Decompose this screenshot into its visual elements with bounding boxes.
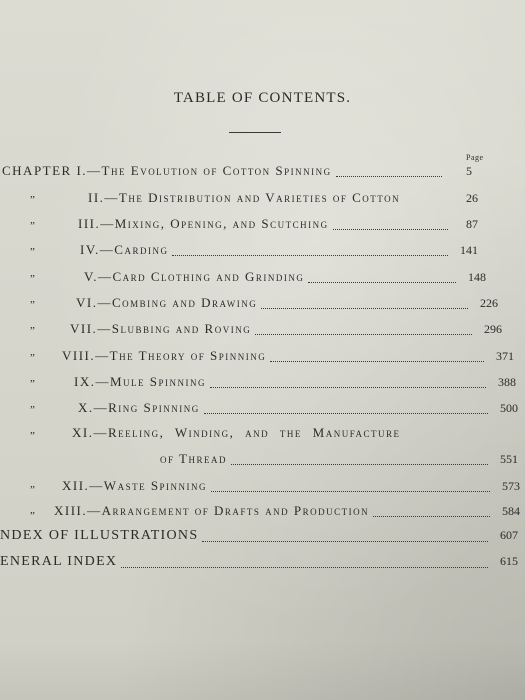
toc-entry-label: IX.—Mule Spinning xyxy=(74,374,206,389)
toc-entry-page: 141 xyxy=(460,243,478,257)
page-title: TABLE OF CONTENTS. xyxy=(173,90,352,106)
ditto-mark: ” xyxy=(30,404,35,416)
toc-entry-index-illustrations xyxy=(0,528,518,546)
toc-entry-chapter-7 xyxy=(70,321,502,339)
leader-dots xyxy=(231,455,488,465)
ditto-mark: ” xyxy=(30,273,35,285)
leader-dots xyxy=(204,404,488,414)
toc-entry-label: VII.—Slubbing and Roving xyxy=(70,321,252,336)
ditto-mark: ” xyxy=(30,378,35,390)
ditto-mark: ” xyxy=(30,352,35,364)
leader-dots xyxy=(172,246,448,256)
toc-entry-chapter-11 xyxy=(72,425,518,443)
toc-entry-page: 551 xyxy=(500,452,518,466)
ditto-mark: ” xyxy=(30,299,35,311)
leader-dots xyxy=(308,273,456,283)
toc-entry-label: V.—Card Clothing and Grinding xyxy=(84,269,305,284)
ditto-mark: ” xyxy=(30,246,35,258)
toc-entry-chapter-13 xyxy=(54,503,520,521)
toc-entry-label: X.—Ring Spinning xyxy=(78,400,200,415)
toc-entry-page: 615 xyxy=(500,554,518,568)
toc-entry-general-index xyxy=(0,554,518,572)
toc-entry-page: 584 xyxy=(502,504,520,518)
leader-dots xyxy=(404,195,448,204)
toc-entry-page: 226 xyxy=(480,296,498,310)
leader-dots xyxy=(121,558,488,568)
leader-dots xyxy=(255,325,472,335)
leader-dots xyxy=(202,532,488,542)
toc-entry-label: IV.—Carding xyxy=(80,242,169,257)
toc-entry-chapter-10 xyxy=(78,400,518,418)
toc-entry-chapter-5 xyxy=(84,269,486,287)
toc-entry-label: III.—Mixing, Opening, and Scutching xyxy=(78,216,329,231)
toc-entry-label: NDEX OF ILLUSTRATIONS xyxy=(0,528,199,543)
toc-entry-label: of Thread xyxy=(160,451,227,466)
title-rule xyxy=(229,132,281,133)
toc-entry-page: 296 xyxy=(484,322,502,336)
toc-entry-label: VI.—Combing and Drawing xyxy=(76,295,258,310)
toc-entry-page: 87 xyxy=(466,217,478,231)
ditto-mark: ” xyxy=(30,430,35,442)
leader-dots xyxy=(333,220,448,230)
toc-entry-chapter-9 xyxy=(74,374,516,392)
toc-entry-page: 573 xyxy=(502,479,520,493)
ditto-mark: ” xyxy=(30,220,35,232)
toc-entry-label: CHAPTER I.—The Evolution of Cotton Spinning xyxy=(2,163,332,178)
toc-entry-chapter-3 xyxy=(78,216,478,234)
toc-entry-chapter-8 xyxy=(62,348,514,366)
toc-entry-page: 26 xyxy=(466,191,478,205)
toc-entry-page: 5 xyxy=(466,164,472,178)
toc-entry-page: 371 xyxy=(496,349,514,363)
toc-entry-page: 388 xyxy=(498,375,516,389)
toc-entry-label: XIII.—Arrangement of Drafts and Production xyxy=(54,503,370,518)
page-shadow xyxy=(0,640,525,700)
toc-entry-chapter-4 xyxy=(80,242,478,260)
toc-entry-label: XII.—Waste Spinning xyxy=(62,478,208,493)
ditto-mark: ” xyxy=(30,325,35,337)
leader-dots xyxy=(270,352,484,362)
toc-entry-chapter-1 xyxy=(2,163,472,181)
page-column-header: Page xyxy=(466,153,484,162)
ditto-mark: ” xyxy=(30,510,35,522)
toc-entry-chapter-11-cont xyxy=(160,451,518,469)
toc-entry-label: VIII.—The Theory of Spinning xyxy=(62,348,267,363)
toc-entry-page: 607 xyxy=(500,528,518,542)
ditto-mark: ” xyxy=(30,194,35,206)
toc-entry-chapter-6 xyxy=(76,295,498,313)
toc-entry-page: 148 xyxy=(468,270,486,284)
leader-dots xyxy=(261,299,468,309)
leader-dots xyxy=(210,378,486,388)
leader-dots xyxy=(373,507,490,517)
toc-entry-page: 500 xyxy=(500,401,518,415)
toc-entry-label: II.—The Distribution and Varieties of Cotton xyxy=(88,190,401,205)
toc-entry-chapter-12 xyxy=(62,478,520,496)
toc-entry-label: ENERAL INDEX xyxy=(0,554,118,569)
leader-dots xyxy=(336,167,442,177)
toc-entry-label: XI.—Reeling, Winding, and the Manufacture xyxy=(72,425,401,440)
toc-entry-chapter-2 xyxy=(88,190,478,208)
leader-dots xyxy=(211,482,490,492)
ditto-mark: ” xyxy=(30,484,35,496)
